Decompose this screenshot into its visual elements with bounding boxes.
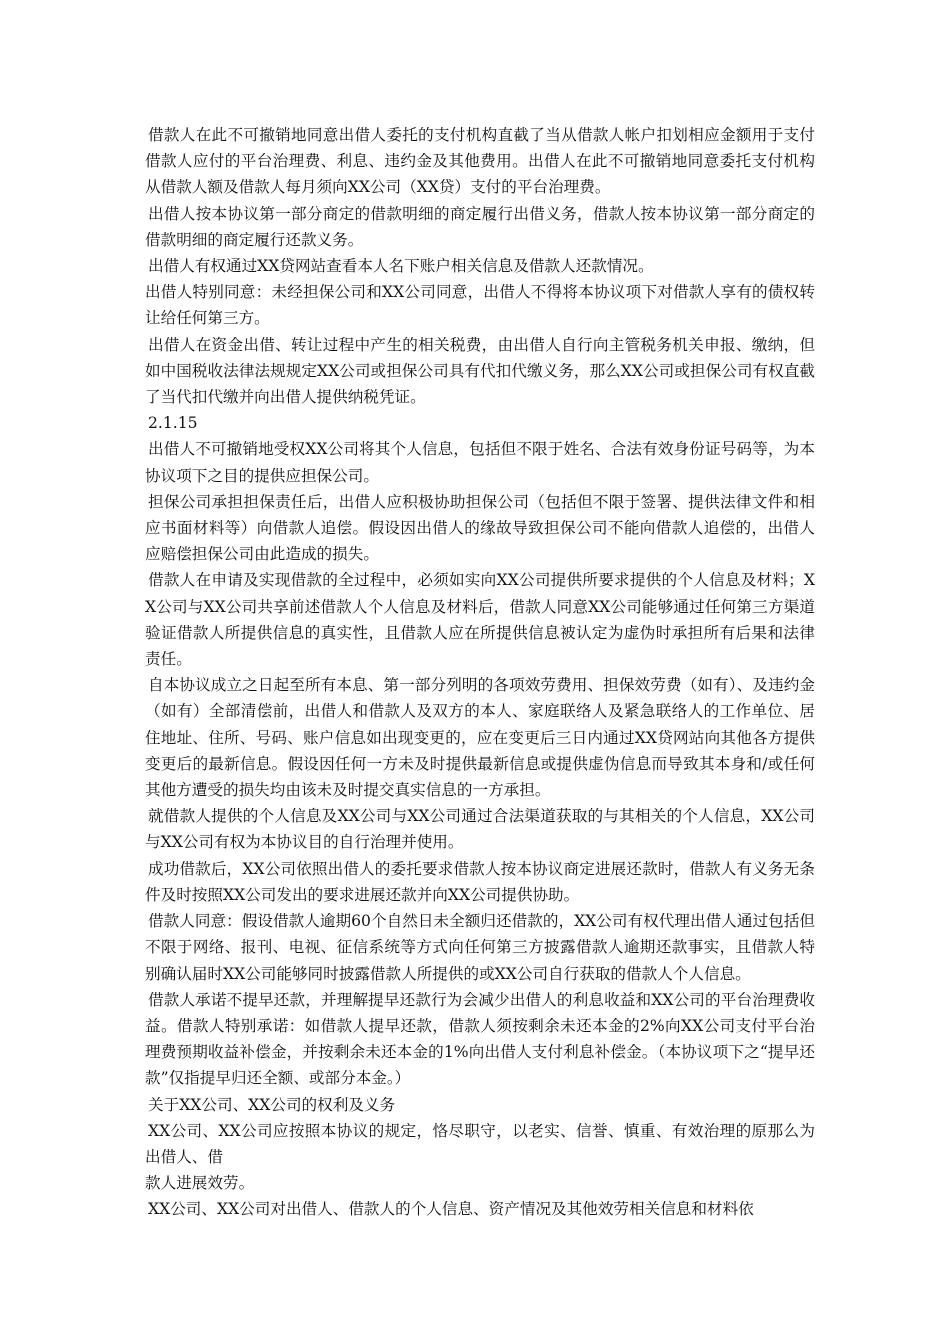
paragraph: 成功借款后，XX公司依照出借人的委托要求借款人按本协议商定进展还款时，借款人有义务无条件及时按照XX公司发出的要求进展还款并向XX公司提供协助。 — [145, 859, 815, 904]
paragraph: 出借人特别同意：未经担保公司和XX公司同意，出借人不得将本协议项下对借款人享有的债权转让给任何第三方。 — [145, 283, 815, 328]
paragraph: 出借人在资金出借、转让过程中产生的相关税费，由出借人自行向主管税务机关申报、缴纳，但如中国税收法律法规规定XX公司或担保公司具有代扣代缴义务，那么XX公司或担保公司有权直截了当代扣代缴并向出借人提供纳税凭证。 — [145, 335, 815, 407]
paragraph: XX公司、XX公司对出借人、借款人的个人信息、资产情况及其他效劳相关信息和材料依 — [148, 1200, 754, 1219]
section-heading: 关于XX公司、XX公司的权利及义务 — [148, 1095, 396, 1114]
paragraph: 担保公司承担担保责任后，出借人应积极协助担保公司（包括但不限于签署、提供法律文件和相应书面材料等）向借款人追偿。假设因出借人的缘故导致担保公司不能向借款人追偿的，出借人应赔偿担保公司由此造成的损失。 — [145, 492, 815, 564]
paragraph: 自本协议成立之日起至所有本息、第一部分列明的各项效劳费用、担保效劳费（如有）、及违约金（如有）全部清偿前，出借人和借款人及双方的本人、家庭联络人及紧急联络人的工作单位、居住地址、住所、号码、账户信息如出现变更的，应在变更后三日内通过XX贷网站向其他各方提供变更后的最新信息。假设因任何一方未及时提供最新信息或提供虚伪信息而导致其本身和/或任何其他方遭受的损失均由该未及时提交真实信息的一方承担。 — [145, 676, 815, 800]
paragraph: 就借款人提供的个人信息及XX公司与XX公司通过合法渠道获取的与其相关的个人信息，XX公司与XX公司有权为本协议目的自行治理并使用。 — [145, 807, 815, 852]
paragraph: 借款人在申请及实现借款的全过程中，必须如实向XX公司提供所要求提供的个人信息及材料；XX公司与XX公司共享前述借款人个人信息及材料后，借款人同意XX公司能够通过任何第三方渠道验证借款人所提供信息的真实性，且借款人应在所提供信息被认定为虚伪时承担所有后果和法律责任。 — [145, 571, 815, 669]
paragraph: XX公司、XX公司应按照本协议的规定，恪尽职守，以老实、信誉、慎重、有效治理的原那么为出借人、借 — [145, 1121, 815, 1166]
paragraph: 出借人不可撤销地受权XX公司将其个人信息，包括但不限于姓名、合法有效身份证号码等，为本协议项下之目的提供应担保公司。 — [145, 440, 815, 485]
paragraph: 借款人在此不可撤销地同意出借人委托的支付机构直截了当从借款人帐户扣划相应金额用于支付借款人应付的平台治理费、利息、违约金及其他费用。出借人在此不可撤销地同意委托支付机构从借款人额及借款人每月须向XX公司（XX贷）支付的平台治理费。 — [145, 126, 815, 197]
paragraph: 款人进展效劳。 — [145, 1174, 255, 1193]
paragraph: 出借人有权通过XX贷网站查看本人名下账户相关信息及借款人还款情况。 — [148, 257, 654, 276]
section-number: 2.1.15 — [148, 414, 198, 433]
document-body — [145, 122, 815, 1223]
paragraph: 借款人同意：假设借款人逾期60个自然日未全额归还借款的，XX公司有权代理出借人通过包括但不限于网络、报刊、电视、征信系统等方式向任何第三方披露借款人逾期还款事实，且借款人特别确认届时XX公司能够同时披露借款人所提供的或XX公司自行获取的借款人个人信息。 — [145, 912, 815, 983]
paragraph: 出借人按本协议第一部分商定的借款明细的商定履行出借义务，借款人按本协议第一部分商定的借款明细的商定履行还款义务。 — [145, 204, 815, 249]
paragraph: 借款人承诺不提早还款，并理解提早还款行为会减少出借人的利息收益和XX公司的平台治理费收益。借款人特别承诺：如借款人提早还款，借款人须按剩余未还本金的2%向XX公司支付平台治理费预期收益补偿金，并按剩余未还本金的1%向出借人支付利息补偿金。（本协议项下之“提早还款”仅指提早归还全额、或部分本金。） — [145, 990, 815, 1088]
